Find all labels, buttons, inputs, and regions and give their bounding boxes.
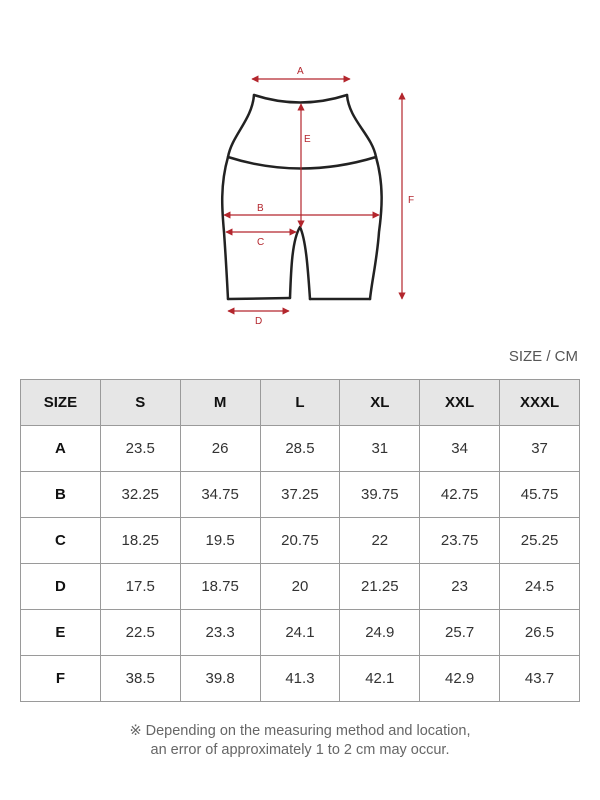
- table-cell: 31: [340, 426, 420, 472]
- table-cell: 23.75: [420, 518, 500, 564]
- row-label: A: [21, 426, 101, 472]
- header-size: SIZE: [21, 380, 101, 426]
- label-f: F: [408, 195, 415, 206]
- note-line-1: ※ Depending on the measuring method and location,: [129, 723, 471, 739]
- note-line-2: an error of approximately 1 to 2 cm may occur.: [150, 742, 450, 758]
- table-cell: 28.5: [260, 426, 340, 472]
- table-cell: 38.5: [100, 656, 180, 702]
- header-xxl: XXL: [420, 380, 500, 426]
- measurement-c: [226, 232, 296, 248]
- table-cell: 43.7: [500, 656, 580, 702]
- measurement-note: [0, 722, 600, 760]
- size-chart-table: [20, 379, 580, 702]
- table-cell: 45.75: [500, 472, 580, 518]
- header-xl: XL: [340, 380, 420, 426]
- measurement-e: [301, 104, 311, 227]
- table-cell: 42.1: [340, 656, 420, 702]
- table-cell: 42.9: [420, 656, 500, 702]
- table-cell: 22.5: [100, 610, 180, 656]
- label-c: C: [257, 237, 265, 248]
- header-l: L: [260, 380, 340, 426]
- table-cell: 24.5: [500, 564, 580, 610]
- table-cell: 19.5: [180, 518, 260, 564]
- table-cell: 26.5: [500, 610, 580, 656]
- measurement-a: [252, 66, 350, 79]
- unit-label: SIZE / CM: [508, 348, 578, 365]
- table-cell: 23.5: [100, 426, 180, 472]
- header-s: S: [100, 380, 180, 426]
- table-cell: 18.25: [100, 518, 180, 564]
- table-cell: 22: [340, 518, 420, 564]
- table-cell: 17.5: [100, 564, 180, 610]
- table-cell: 21.25: [340, 564, 420, 610]
- table-cell: 20.75: [260, 518, 340, 564]
- table-cell: 23.3: [180, 610, 260, 656]
- label-a: A: [297, 66, 304, 77]
- table-cell: 20: [260, 564, 340, 610]
- table-cell: 26: [180, 426, 260, 472]
- label-e: E: [304, 134, 311, 145]
- table-cell: 34.75: [180, 472, 260, 518]
- table-header-row: [21, 380, 580, 426]
- table-row: [21, 426, 580, 472]
- table-row: [21, 518, 580, 564]
- row-label: B: [21, 472, 101, 518]
- table-cell: 42.75: [420, 472, 500, 518]
- table-cell: 37.25: [260, 472, 340, 518]
- table-cell: 25.7: [420, 610, 500, 656]
- row-label: C: [21, 518, 101, 564]
- table-row: [21, 564, 580, 610]
- table-cell: 37: [500, 426, 580, 472]
- table-cell: 23: [420, 564, 500, 610]
- shorts-measurement-diagram: [0, 0, 600, 340]
- table-cell: 25.25: [500, 518, 580, 564]
- table-cell: 39.8: [180, 656, 260, 702]
- row-label: F: [21, 656, 101, 702]
- table-cell: 24.9: [340, 610, 420, 656]
- table-row: [21, 472, 580, 518]
- table-cell: 34: [420, 426, 500, 472]
- label-d: D: [255, 316, 263, 327]
- table-cell: 39.75: [340, 472, 420, 518]
- measurement-f: [402, 93, 414, 299]
- header-m: M: [180, 380, 260, 426]
- table-row: [21, 656, 580, 702]
- measurement-d: [228, 311, 289, 327]
- table-row: [21, 610, 580, 656]
- row-label: E: [21, 610, 101, 656]
- shorts-diagram-svg: [0, 0, 600, 340]
- table-cell: 18.75: [180, 564, 260, 610]
- label-b: B: [257, 203, 264, 214]
- shorts-outline: [222, 95, 381, 299]
- table-cell: 24.1: [260, 610, 340, 656]
- header-xxxl: XXXL: [500, 380, 580, 426]
- row-label: D: [21, 564, 101, 610]
- table-cell: 41.3: [260, 656, 340, 702]
- table-cell: 32.25: [100, 472, 180, 518]
